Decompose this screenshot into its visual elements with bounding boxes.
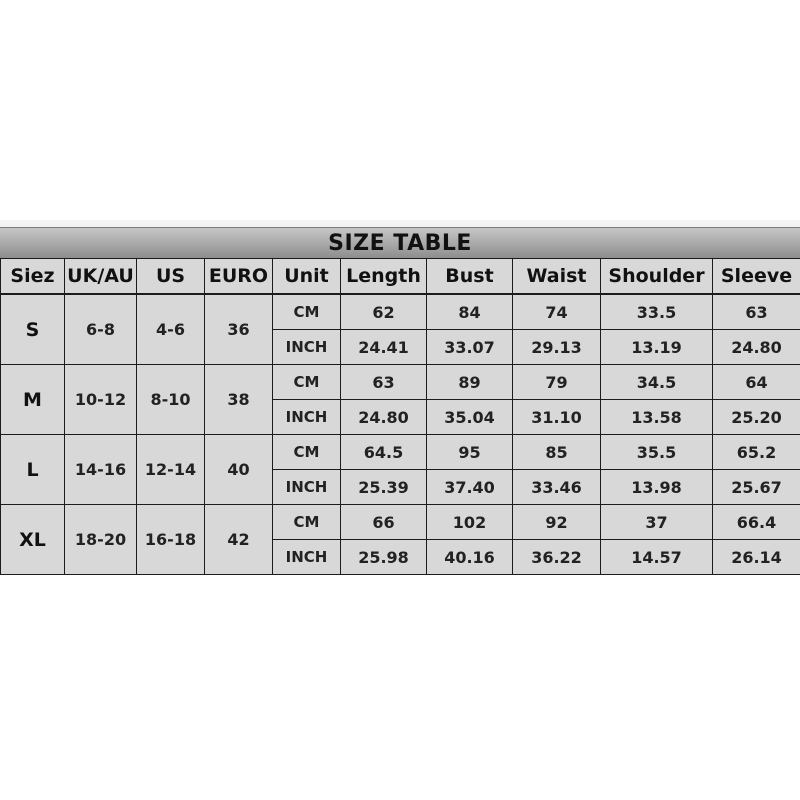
length-value: 24.80 bbox=[341, 400, 427, 435]
header-uk-au: UK/AU bbox=[65, 259, 137, 295]
euro-value: 40 bbox=[205, 435, 273, 505]
length-value: 25.39 bbox=[341, 470, 427, 505]
euro-value: 42 bbox=[205, 505, 273, 575]
header-bust: Bust bbox=[427, 259, 513, 295]
header-sleeve: Sleeve bbox=[713, 259, 800, 295]
bust-value: 89 bbox=[427, 365, 513, 400]
size-label: S bbox=[1, 294, 65, 365]
sleeve-value: 65.2 bbox=[713, 435, 800, 470]
sleeve-value: 64 bbox=[713, 365, 800, 400]
uk-au-value: 10-12 bbox=[65, 365, 137, 435]
table-row bbox=[1, 435, 800, 470]
waist-value: 92 bbox=[513, 505, 601, 540]
length-value: 66 bbox=[341, 505, 427, 540]
header-row bbox=[1, 259, 800, 295]
header-waist: Waist bbox=[513, 259, 601, 295]
sleeve-value: 26.14 bbox=[713, 540, 800, 575]
waist-value: 74 bbox=[513, 294, 601, 330]
sleeve-value: 25.20 bbox=[713, 400, 800, 435]
header-shoulder: Shoulder bbox=[601, 259, 713, 295]
length-value: 25.98 bbox=[341, 540, 427, 575]
shoulder-value: 37 bbox=[601, 505, 713, 540]
unit-label: INCH bbox=[273, 540, 341, 575]
unit-label: CM bbox=[273, 505, 341, 540]
size-table bbox=[0, 258, 800, 575]
sleeve-value: 63 bbox=[713, 294, 800, 330]
unit-label: CM bbox=[273, 435, 341, 470]
shoulder-value: 13.98 bbox=[601, 470, 713, 505]
shoulder-value: 34.5 bbox=[601, 365, 713, 400]
waist-value: 29.13 bbox=[513, 330, 601, 365]
length-value: 63 bbox=[341, 365, 427, 400]
bust-value: 84 bbox=[427, 294, 513, 330]
sleeve-value: 66.4 bbox=[713, 505, 800, 540]
table-row bbox=[1, 294, 800, 330]
us-value: 16-18 bbox=[137, 505, 205, 575]
euro-value: 38 bbox=[205, 365, 273, 435]
size-label: L bbox=[1, 435, 65, 505]
us-value: 12-14 bbox=[137, 435, 205, 505]
unit-label: CM bbox=[273, 294, 341, 330]
shoulder-value: 13.58 bbox=[601, 400, 713, 435]
us-value: 4-6 bbox=[137, 294, 205, 365]
table-row bbox=[1, 505, 800, 540]
length-value: 62 bbox=[341, 294, 427, 330]
unit-label: INCH bbox=[273, 330, 341, 365]
uk-au-value: 14-16 bbox=[65, 435, 137, 505]
bust-value: 37.40 bbox=[427, 470, 513, 505]
unit-label: INCH bbox=[273, 470, 341, 505]
bust-value: 33.07 bbox=[427, 330, 513, 365]
table-row bbox=[1, 365, 800, 400]
shoulder-value: 35.5 bbox=[601, 435, 713, 470]
us-value: 8-10 bbox=[137, 365, 205, 435]
length-value: 64.5 bbox=[341, 435, 427, 470]
bust-value: 95 bbox=[427, 435, 513, 470]
waist-value: 85 bbox=[513, 435, 601, 470]
shoulder-value: 14.57 bbox=[601, 540, 713, 575]
header-euro: EURO bbox=[205, 259, 273, 295]
header-us: US bbox=[137, 259, 205, 295]
bust-value: 102 bbox=[427, 505, 513, 540]
header-size: Siez bbox=[1, 259, 65, 295]
sleeve-value: 25.67 bbox=[713, 470, 800, 505]
uk-au-value: 6-8 bbox=[65, 294, 137, 365]
length-value: 24.41 bbox=[341, 330, 427, 365]
waist-value: 79 bbox=[513, 365, 601, 400]
bust-value: 40.16 bbox=[427, 540, 513, 575]
sleeve-value: 24.80 bbox=[713, 330, 800, 365]
table-title: SIZE TABLE bbox=[0, 227, 800, 259]
shoulder-value: 13.19 bbox=[601, 330, 713, 365]
euro-value: 36 bbox=[205, 294, 273, 365]
shoulder-value: 33.5 bbox=[601, 294, 713, 330]
header-unit: Unit bbox=[273, 259, 341, 295]
waist-value: 33.46 bbox=[513, 470, 601, 505]
size-label: XL bbox=[1, 505, 65, 575]
uk-au-value: 18-20 bbox=[65, 505, 137, 575]
bust-value: 35.04 bbox=[427, 400, 513, 435]
size-label: M bbox=[1, 365, 65, 435]
waist-value: 31.10 bbox=[513, 400, 601, 435]
waist-value: 36.22 bbox=[513, 540, 601, 575]
unit-label: CM bbox=[273, 365, 341, 400]
unit-label: INCH bbox=[273, 400, 341, 435]
header-length: Length bbox=[341, 259, 427, 295]
